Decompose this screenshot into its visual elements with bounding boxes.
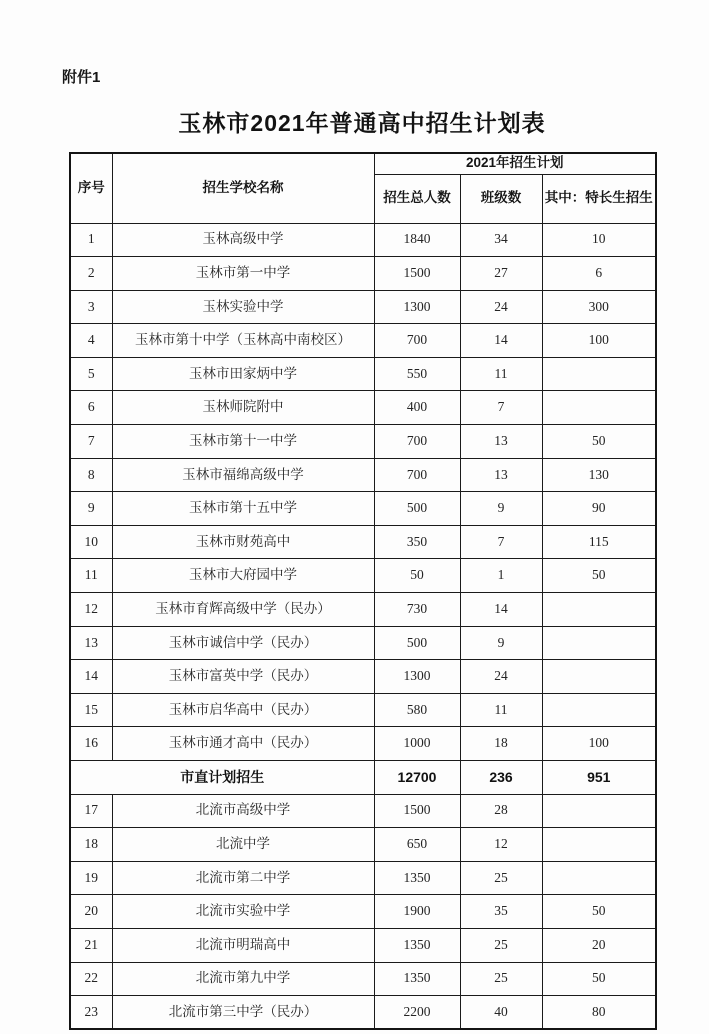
table-row: [70, 996, 656, 1030]
class-count: 28: [460, 794, 542, 828]
table-row: [70, 928, 656, 962]
special-enrollment: [542, 861, 656, 895]
header-total-enrollment: 招生总人数: [374, 174, 460, 223]
table-body: [70, 223, 656, 1029]
table-row: [70, 257, 656, 291]
row-number: 12: [70, 593, 112, 627]
class-count: 7: [460, 391, 542, 425]
special-enrollment: 951: [542, 761, 656, 795]
table-row: [70, 425, 656, 459]
table-row: [70, 559, 656, 593]
special-enrollment: 300: [542, 290, 656, 324]
special-enrollment: [542, 357, 656, 391]
class-count: 11: [460, 357, 542, 391]
special-enrollment: [542, 626, 656, 660]
header-plan-group: 2021年招生计划: [374, 153, 656, 174]
class-count: 18: [460, 727, 542, 761]
class-count: 25: [460, 861, 542, 895]
total-enrollment: 400: [374, 391, 460, 425]
school-name: 玉林市通才高中（民办）: [112, 727, 374, 761]
school-name: 玉林市福绵高级中学: [112, 458, 374, 492]
class-count: 236: [460, 761, 542, 795]
total-enrollment: 12700: [374, 761, 460, 795]
class-count: 12: [460, 828, 542, 862]
special-enrollment: 50: [542, 962, 656, 996]
total-enrollment: 550: [374, 357, 460, 391]
table-row: [70, 458, 656, 492]
class-count: 25: [460, 928, 542, 962]
class-count: 1: [460, 559, 542, 593]
special-enrollment: 20: [542, 928, 656, 962]
total-enrollment: 1350: [374, 962, 460, 996]
table-row: [70, 626, 656, 660]
school-name: 玉林市第十一中学: [112, 425, 374, 459]
table-row: [70, 290, 656, 324]
table-row: [70, 962, 656, 996]
header-school-name: 招生学校名称: [112, 153, 374, 223]
header-class-count: 班级数: [460, 174, 542, 223]
row-number: 4: [70, 324, 112, 358]
row-number: 9: [70, 492, 112, 526]
total-enrollment: 1300: [374, 290, 460, 324]
total-enrollment: 1840: [374, 223, 460, 257]
special-enrollment: 50: [542, 559, 656, 593]
class-count: 9: [460, 492, 542, 526]
row-number: 21: [70, 928, 112, 962]
row-number: 6: [70, 391, 112, 425]
total-enrollment: 1350: [374, 861, 460, 895]
school-name: 北流中学: [112, 828, 374, 862]
row-number: 8: [70, 458, 112, 492]
row-number: 20: [70, 895, 112, 929]
row-number: 11: [70, 559, 112, 593]
special-enrollment: 115: [542, 525, 656, 559]
class-count: 24: [460, 660, 542, 694]
table-row: [70, 895, 656, 929]
class-count: 11: [460, 693, 542, 727]
school-name: 玉林市育辉高级中学（民办）: [112, 593, 374, 627]
row-number: 7: [70, 425, 112, 459]
class-count: 14: [460, 593, 542, 627]
table-row: [70, 223, 656, 257]
school-name: 玉林市田家炳中学: [112, 357, 374, 391]
row-number: 17: [70, 794, 112, 828]
row-number: 10: [70, 525, 112, 559]
special-enrollment: [542, 828, 656, 862]
school-name: 玉林市启华高中（民办）: [112, 693, 374, 727]
special-enrollment: 90: [542, 492, 656, 526]
special-enrollment: [542, 660, 656, 694]
school-name: 北流市第九中学: [112, 962, 374, 996]
table-row: [70, 324, 656, 358]
header-special-enrollment: 其中：特长生招生: [542, 174, 656, 223]
total-enrollment: 700: [374, 458, 460, 492]
class-count: 24: [460, 290, 542, 324]
row-number: 14: [70, 660, 112, 694]
special-enrollment: 6: [542, 257, 656, 291]
table-row: [70, 861, 656, 895]
special-enrollment: 50: [542, 895, 656, 929]
total-enrollment: 700: [374, 324, 460, 358]
row-number: 19: [70, 861, 112, 895]
class-count: 9: [460, 626, 542, 660]
school-name: 玉林市财苑高中: [112, 525, 374, 559]
total-enrollment: 1350: [374, 928, 460, 962]
total-enrollment: 2200: [374, 996, 460, 1030]
special-enrollment: [542, 593, 656, 627]
total-enrollment: 500: [374, 626, 460, 660]
school-name: 玉林市第一中学: [112, 257, 374, 291]
total-enrollment: 730: [374, 593, 460, 627]
class-count: 34: [460, 223, 542, 257]
header-row-group: [70, 153, 656, 174]
row-number: 18: [70, 828, 112, 862]
table-row: [70, 357, 656, 391]
table-row: [70, 828, 656, 862]
class-count: 35: [460, 895, 542, 929]
class-count: 14: [460, 324, 542, 358]
row-number: 5: [70, 357, 112, 391]
class-count: 25: [460, 962, 542, 996]
school-name: 玉林师院附中: [112, 391, 374, 425]
row-number: 2: [70, 257, 112, 291]
total-enrollment: 580: [374, 693, 460, 727]
row-number: 15: [70, 693, 112, 727]
table-row: [70, 391, 656, 425]
special-enrollment: [542, 693, 656, 727]
page-title: 玉林市2021年普通高中招生计划表: [178, 110, 546, 136]
total-enrollment: 1500: [374, 257, 460, 291]
row-number: 16: [70, 727, 112, 761]
school-name: 玉林市富英中学（民办）: [112, 660, 374, 694]
special-enrollment: 80: [542, 996, 656, 1030]
school-name: 玉林高级中学: [112, 223, 374, 257]
class-count: 40: [460, 996, 542, 1030]
table-row: [70, 525, 656, 559]
school-name: 北流市明瑞高中: [112, 928, 374, 962]
attachment-label: 附件1: [62, 69, 101, 86]
row-number: 13: [70, 626, 112, 660]
enrollment-plan-table: [69, 152, 657, 1030]
table-row: [70, 794, 656, 828]
special-enrollment: [542, 794, 656, 828]
school-name: 玉林市第十中学（玉林高中南校区）: [112, 324, 374, 358]
total-enrollment: 500: [374, 492, 460, 526]
school-name: 北流市第三中学（民办）: [112, 996, 374, 1030]
total-enrollment: 1000: [374, 727, 460, 761]
school-name: 玉林市大府园中学: [112, 559, 374, 593]
special-enrollment: 100: [542, 727, 656, 761]
total-enrollment: 700: [374, 425, 460, 459]
total-enrollment: 1500: [374, 794, 460, 828]
table-row: [70, 727, 656, 761]
total-enrollment: 650: [374, 828, 460, 862]
class-count: 7: [460, 525, 542, 559]
special-enrollment: 100: [542, 324, 656, 358]
school-name: 玉林市第十五中学: [112, 492, 374, 526]
class-count: 13: [460, 458, 542, 492]
school-name: 北流市第二中学: [112, 861, 374, 895]
table-row: [70, 492, 656, 526]
total-enrollment: 1900: [374, 895, 460, 929]
class-count: 27: [460, 257, 542, 291]
school-name: 玉林实验中学: [112, 290, 374, 324]
summary-label: 市直计划招生: [70, 761, 374, 795]
table-row: [70, 593, 656, 627]
table-row: [70, 693, 656, 727]
school-name: 玉林市诚信中学（民办）: [112, 626, 374, 660]
header-index: 序号: [70, 153, 112, 223]
table-row: [70, 660, 656, 694]
school-name: 北流市实验中学: [112, 895, 374, 929]
special-enrollment: 50: [542, 425, 656, 459]
row-number: 3: [70, 290, 112, 324]
table-header: [70, 153, 656, 223]
total-enrollment: 50: [374, 559, 460, 593]
row-number: 23: [70, 996, 112, 1030]
special-enrollment: [542, 391, 656, 425]
school-name: 北流市高级中学: [112, 794, 374, 828]
row-number: 1: [70, 223, 112, 257]
special-enrollment: 10: [542, 223, 656, 257]
special-enrollment: 130: [542, 458, 656, 492]
total-enrollment: 1300: [374, 660, 460, 694]
class-count: 13: [460, 425, 542, 459]
total-enrollment: 350: [374, 525, 460, 559]
row-number: 22: [70, 962, 112, 996]
summary-row: [70, 761, 656, 795]
